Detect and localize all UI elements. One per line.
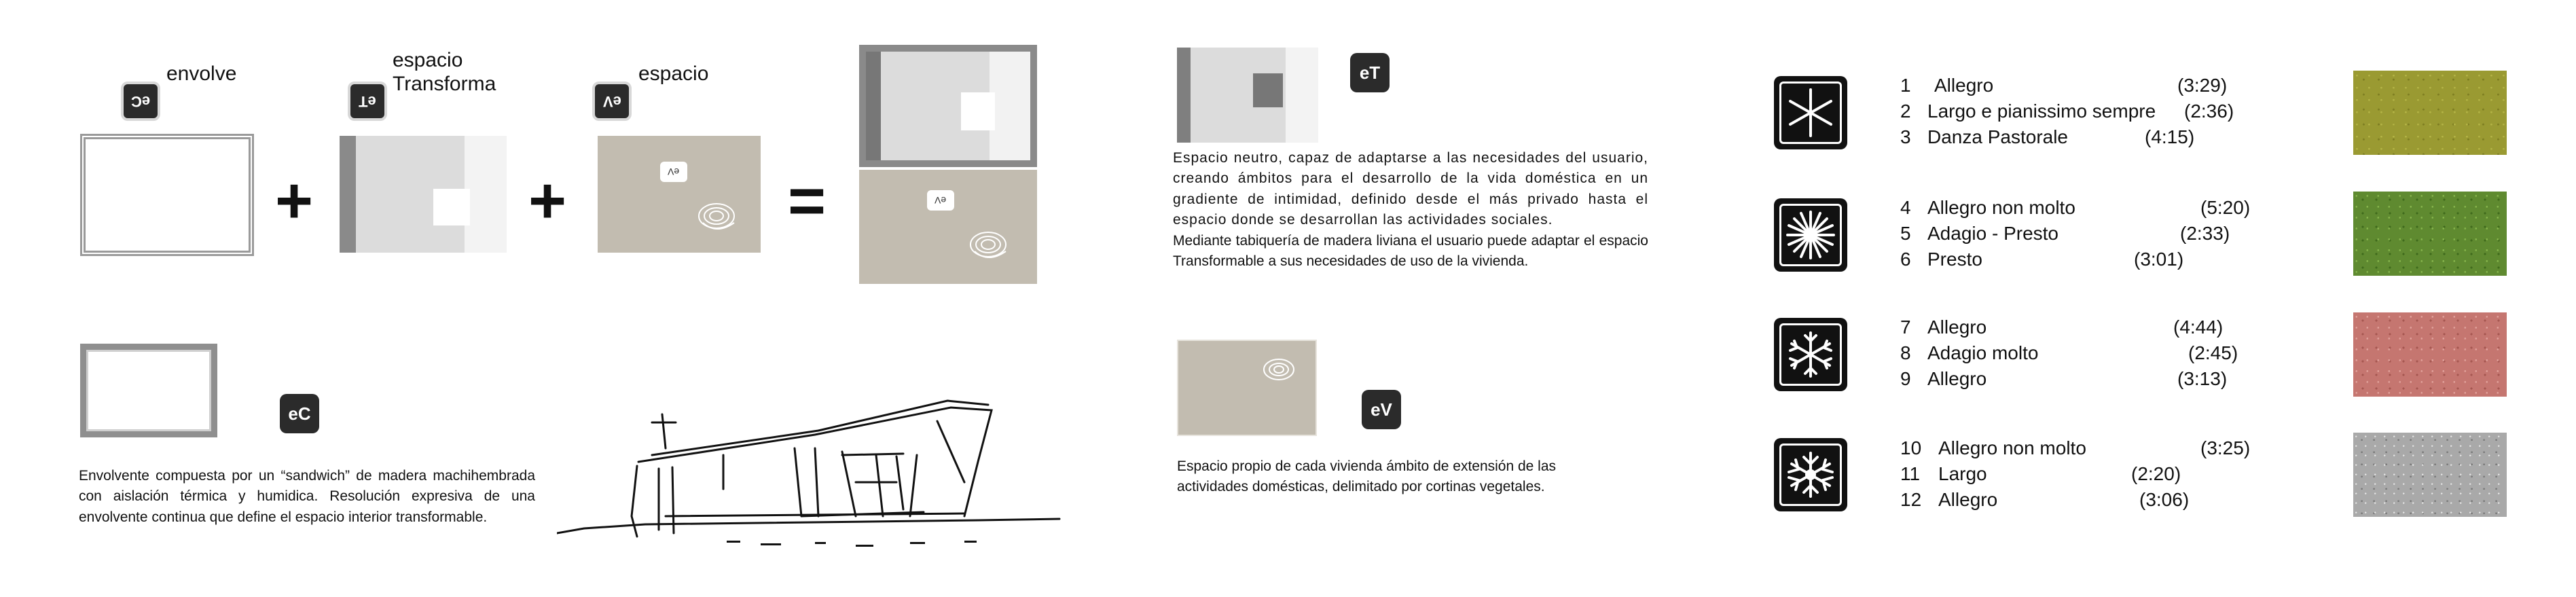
badge-espacio <box>592 82 632 121</box>
track-title: Allegro <box>1927 316 1987 338</box>
badge-propio: eV <box>1362 390 1401 429</box>
season-2-icon <box>1774 198 1847 272</box>
season-1-texture-swatch <box>2353 71 2507 155</box>
track-title: Adagio - Presto <box>1927 223 2058 244</box>
track-row[interactable] <box>1900 75 2228 99</box>
track-title: Adagio molto <box>1927 342 2039 363</box>
neutro-wall <box>1177 48 1191 143</box>
label-transforma <box>393 49 496 96</box>
track-row[interactable] <box>1900 463 2213 488</box>
snowflake-simple-icon <box>1774 76 1847 149</box>
espacio-mini-badge <box>660 162 687 182</box>
plus-sign-2: + <box>528 164 567 237</box>
badge-transforma <box>348 82 387 121</box>
composite-mini-badge <box>927 190 954 211</box>
propio-vegetation-icon <box>1260 353 1301 387</box>
track-number: 1 <box>1900 75 1911 96</box>
track-number: 12 <box>1900 489 1922 510</box>
track-number: 3 <box>1900 126 1911 147</box>
track-duration: (2:45) <box>2188 342 2238 363</box>
track-row[interactable] <box>1900 249 2213 273</box>
envolve-frame <box>80 134 254 256</box>
composite-vegetation-icon <box>968 224 1015 265</box>
espacio-mini-badge-text: eV <box>668 166 680 177</box>
track-duration: (3:29) <box>2177 75 2228 96</box>
season-2-texture-swatch <box>2353 192 2507 276</box>
badge-envolve-text: eC <box>130 93 151 110</box>
composite-top-inner <box>866 52 1030 160</box>
track-duration: (4:44) <box>2173 316 2224 338</box>
envolvente-frame <box>80 344 217 437</box>
plus-sign-1: + <box>275 164 314 237</box>
equals-sign: = <box>788 164 827 237</box>
track-number: 10 <box>1900 437 1922 458</box>
track-title: Danza Pastorale <box>1927 126 2069 147</box>
track-title: Largo <box>1938 463 1987 484</box>
track-row[interactable] <box>1900 197 2251 221</box>
track-row[interactable] <box>1900 126 2213 151</box>
transforma-wall <box>340 136 356 253</box>
house-sketch <box>557 380 1073 550</box>
track-duration: (4:15) <box>2145 126 2195 147</box>
track-duration: (2:20) <box>2131 463 2181 484</box>
track-title: Allegro <box>1934 75 1994 96</box>
propio-plan <box>1177 340 1317 436</box>
track-number: 8 <box>1900 342 1911 363</box>
propio-description: Espacio propio de cada vivienda ámbito de extensión de las actividades domésticas, delimitado por cortinas vegetales. <box>1177 458 1557 495</box>
neutro-light-zone <box>1286 48 1318 143</box>
espacio-plan <box>598 136 761 253</box>
season-4-texture-swatch <box>2353 433 2507 517</box>
track-duration: (2:36) <box>2184 101 2234 122</box>
track-row[interactable] <box>1900 316 2224 341</box>
track-row[interactable] <box>1900 368 2228 393</box>
label-envolve: envolve <box>166 62 237 85</box>
composite-mini-badge-text: eV <box>935 195 947 206</box>
neutro-text-2: Mediante tabiquería de madera liviana el usuario puede adaptar el espacio Transformable a sus necesidades de uso de la vivienda. <box>1173 232 1648 270</box>
track-number: 2 <box>1900 101 1911 122</box>
track-number: 4 <box>1900 197 1911 218</box>
track-row[interactable] <box>1900 437 2251 462</box>
track-title: Allegro <box>1927 368 1987 389</box>
track-duration: (2:33) <box>2180 223 2230 244</box>
badge-envolve <box>121 82 160 121</box>
badge-neutro: eT <box>1350 53 1390 92</box>
label-transforma-line2: Transforma <box>393 72 496 95</box>
track-number: 6 <box>1900 249 1911 270</box>
season-4-icon <box>1774 438 1847 511</box>
snowflake-burst-icon <box>1774 198 1847 272</box>
track-duration: (3:01) <box>2134 249 2184 270</box>
season-1-icon <box>1774 76 1847 149</box>
envolvente-description: Envolvente compuesta por un “sandwich” de madera machihembrada con aislación térmica y humidica. Resolución expresiva de una envolvente continua que define el espacio interior transformable. <box>79 468 535 525</box>
neutro-core <box>1253 73 1283 107</box>
track-duration: (5:20) <box>2200 197 2251 218</box>
transforma-light-zone <box>464 136 507 253</box>
composite-top <box>859 45 1037 167</box>
track-number: 7 <box>1900 316 1911 338</box>
composite-core <box>961 92 995 130</box>
neutro-plan <box>1177 48 1318 143</box>
vegetation-scribble-icon <box>696 196 744 236</box>
track-row[interactable] <box>1900 223 2230 247</box>
track-duration: (3:25) <box>2200 437 2251 458</box>
badge-espacio-text: eV <box>602 93 621 110</box>
transforma-core <box>433 189 470 225</box>
track-title: Allegro <box>1938 489 1998 510</box>
transforma-plan <box>340 136 507 253</box>
composite-bottom <box>859 170 1037 284</box>
track-title: Largo e pianissimo sempre <box>1927 101 2156 122</box>
label-espacio: espacio <box>638 62 709 85</box>
track-row[interactable] <box>1900 489 2213 513</box>
track-title: Presto <box>1927 249 1982 270</box>
track-number: 5 <box>1900 223 1911 244</box>
track-number: 11 <box>1900 463 1921 484</box>
track-title: Allegro non molto <box>1938 437 2086 458</box>
track-duration: (3:13) <box>2177 368 2228 389</box>
snowflake-ornate-icon <box>1774 438 1847 511</box>
track-number: 9 <box>1900 368 1911 389</box>
snowflake-crystal-icon <box>1774 318 1847 391</box>
neutro-text-1: Espacio neutro, capaz de adaptarse a las necesidades del usuario, creando ámbitos para el desarrollo de la vida doméstica en un gradiente de intimidad, definido desde el más privado hasta el espacio donde se desarrollan las actividades sociales. <box>1173 150 1648 228</box>
neutro-description <box>1173 148 1648 272</box>
composite-wall <box>866 52 881 160</box>
track-duration: (3:06) <box>2139 489 2190 510</box>
badge-transforma-text: eT <box>359 93 376 110</box>
label-transforma-line1: espacio <box>393 49 463 71</box>
season-3-icon <box>1774 318 1847 391</box>
composite-light-zone <box>990 52 1030 160</box>
season-3-texture-swatch <box>2353 312 2507 397</box>
badge-envolvente: eC <box>280 394 319 433</box>
track-row[interactable] <box>1900 101 2234 125</box>
track-row[interactable] <box>1900 342 2238 367</box>
track-title: Allegro non molto <box>1927 197 2075 218</box>
composite-plan <box>859 45 1037 284</box>
